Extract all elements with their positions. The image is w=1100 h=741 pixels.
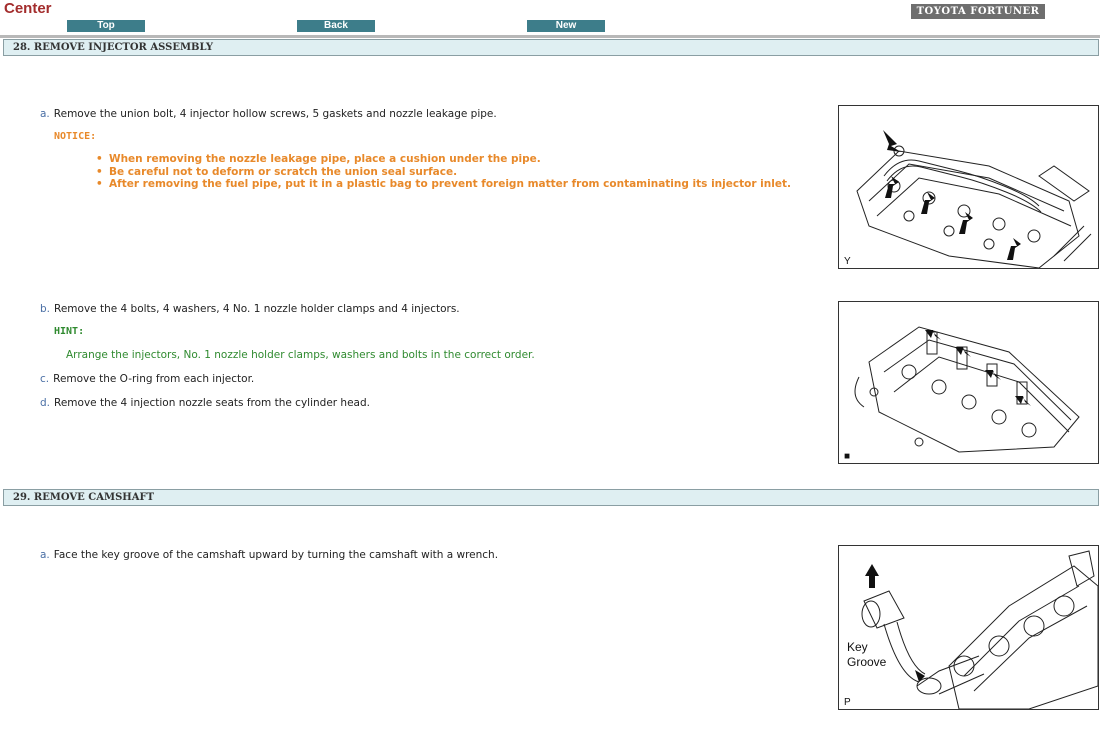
figure-code: Y [844, 256, 851, 267]
model-badge: TOYOTA FORTUNER [911, 4, 1045, 19]
camshaft-illustration-icon [839, 546, 1098, 709]
header-divider [0, 35, 1100, 38]
notice-item: • When removing the nozzle leakage pipe, place a cushion under the pipe. [96, 153, 541, 165]
engine-illustration-icon [839, 106, 1098, 268]
bullet-icon: • [96, 178, 103, 190]
step-letter: a. [40, 549, 50, 561]
figure-code: ■ [844, 451, 851, 462]
step-29a [40, 549, 498, 561]
section-title: 28. REMOVE INJECTOR ASSEMBLY [13, 42, 214, 53]
notice-list [96, 153, 791, 191]
step-28c [40, 373, 254, 385]
notice-item: • After removing the fuel pipe, put it in a plastic bag to prevent foreign matter from contaminating its injector inlet. [96, 178, 791, 190]
step-text: Remove the 4 injection nozzle seats from the cylinder head. [54, 397, 370, 409]
step-28d [40, 397, 370, 409]
hint-text: Arrange the injectors, No. 1 nozzle holder clamps, washers and bolts in the correct order. [66, 349, 535, 361]
bullet-icon: • [96, 153, 103, 165]
step-letter: d. [40, 397, 51, 409]
step-text: Face the key groove of the camshaft upward by turning the camshaft with a wrench. [53, 549, 499, 561]
brand-title: Center [4, 0, 52, 17]
bullet-icon: • [96, 165, 103, 178]
notice-item: • Be careful not to deform or scratch the union seal surface. [96, 165, 458, 178]
figure-caption [847, 640, 886, 670]
figure-nozzle-leakage-pipe [838, 105, 1099, 269]
figure-camshaft [838, 545, 1099, 710]
caption-line: Groove [847, 655, 887, 669]
top-button[interactable]: Top [67, 20, 145, 32]
caption-line: Key [847, 640, 868, 654]
hint-label: HINT: [54, 326, 85, 337]
step-text: Remove the O-ring from each injector. [53, 373, 255, 385]
figure-injectors [838, 301, 1099, 464]
step-text: Remove the union bolt, 4 injector hollow screws, 5 gaskets and nozzle leakage pipe. [53, 108, 497, 120]
notice-label: NOTICE: [54, 131, 97, 142]
back-button[interactable]: Back [297, 20, 375, 32]
step-letter: c. [40, 373, 50, 385]
step-letter: a. [40, 108, 50, 120]
step-letter: b. [40, 303, 51, 315]
section-header-28 [3, 39, 1099, 56]
section-title: 29. REMOVE CAMSHAFT [13, 492, 155, 503]
new-button[interactable]: New [527, 20, 605, 32]
section-header-29 [3, 489, 1099, 506]
step-text: Remove the 4 bolts, 4 washers, 4 No. 1 nozzle holder clamps and 4 injectors. [54, 303, 460, 315]
step-28a [40, 108, 497, 120]
injector-illustration-icon [839, 302, 1098, 463]
step-28b [40, 303, 460, 315]
figure-code: P [844, 697, 851, 708]
